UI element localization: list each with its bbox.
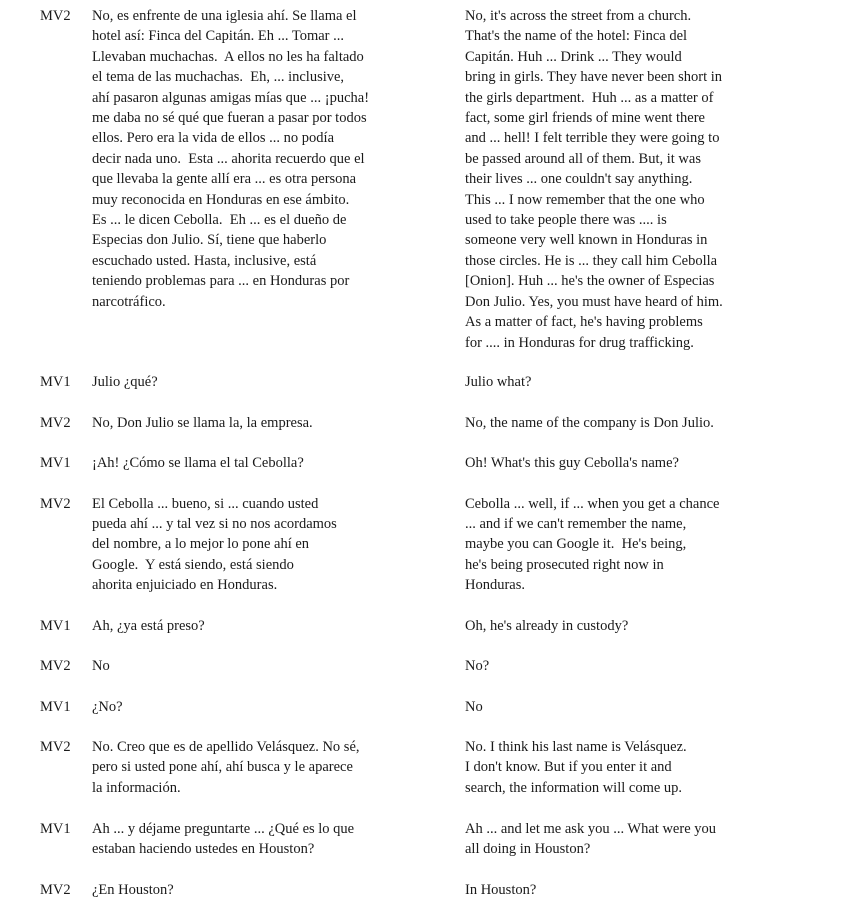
english-text: Cebolla ... well, if ... when you get a chance ... and if we can't remember the name, maybe you can Google it. He's being, he's being prosecuted right now in Honduras. — [465, 495, 720, 594]
speaker-label: MV1 — [40, 617, 71, 634]
speaker-label: MV2 — [40, 881, 71, 898]
english-text: No. I think his last name is Velásquez. I don't know. But if you enter it and search, the information will come up. — [465, 739, 687, 796]
english-text: In Houston? — [465, 881, 537, 898]
turn-row — [0, 453, 851, 494]
spanish-text: ¡Ah! ¿Cómo se llama el tal Cebolla? — [92, 455, 304, 471]
turn-row — [0, 494, 851, 616]
english-text: No — [465, 698, 483, 715]
turn-row — [0, 819, 851, 880]
english-text: Oh! What's this guy Cebolla's name? — [465, 455, 679, 471]
turn-row — [0, 737, 851, 819]
turn-row — [0, 6, 851, 372]
speaker-label: MV2 — [40, 658, 71, 674]
turn-row — [0, 372, 851, 413]
spanish-text: El Cebolla ... bueno, si ... cuando usted pueda ahí ... y tal vez si no nos acordamos del nombre, a lo mejor lo pone ahí en Google. Y está siendo, está siendo ahorita enjuiciado en Honduras. — [92, 495, 337, 594]
english-text: No, the name of the company is Don Julio. — [465, 414, 714, 431]
speaker-label: MV1 — [40, 698, 71, 715]
turn-row — [0, 616, 851, 657]
english-text: No? — [465, 658, 490, 674]
turn-row — [0, 413, 851, 454]
speaker-label: MV2 — [40, 414, 71, 431]
transcript-table — [0, 6, 851, 904]
spanish-text: No — [92, 658, 110, 674]
english-text: Ah ... and let me ask you ... What were you all doing in Houston? — [465, 820, 717, 857]
spanish-text: ¿En Houston? — [92, 881, 174, 898]
speaker-label: MV2 — [40, 495, 71, 512]
english-text: Julio what? — [465, 374, 532, 390]
spanish-text: Ah, ¿ya está preso? — [92, 617, 205, 634]
english-text: Oh, he's already in custody? — [465, 617, 629, 634]
turn-row — [0, 656, 851, 697]
speaker-label: MV2 — [40, 8, 71, 24]
spanish-text: Ah ... y déjame preguntarte ... ¿Qué es lo que estaban haciendo ustedes en Houston? — [92, 820, 355, 857]
turn-row — [0, 880, 851, 904]
spanish-text: No. Creo que es de apellido Velásquez. No sé, pero si usted pone ahí, ahí busca y le aparece la información. — [92, 739, 360, 796]
speaker-label: MV1 — [40, 374, 71, 390]
spanish-text: No, es enfrente de una iglesia ahí. Se llama el hotel así: Finca del Capitán. Eh ... Tomar ... Llevaban muchachas. A ellos no les ha faltado el tema de las muchachas. Eh, ... inclusive, ahí pasaron algunas amigas mías que ... ¡pucha! me daba no sé qué que fueran a pasar por todos ellos. Pero era la vida de ellos ... no podía decir nada uno. Esta ... ahorita recuerdo que el que llevaba la gente allí era ... es otra persona muy reconocida en Honduras en ese ámbito. Es ... le dicen Cebolla. Eh ... es el dueño de Especias don Julio. Sí, tiene que haberlo escuchado usted. Hasta, inclusive, está teniendo problemas para ... en Honduras por narcotráfico. — [92, 8, 370, 310]
spanish-text: Julio ¿qué? — [92, 374, 158, 390]
speaker-label: MV1 — [40, 455, 71, 471]
turn-row — [0, 697, 851, 738]
english-text: No, it's across the street from a church. That's the name of the hotel: Finca del Capitán. Huh ... Drink ... They would bring in girls. They have never been short in the girls department. Huh ... as a matter of fact, some girl friends of mine went there and ... hell! I felt terrible they were going to be passed around all of them. But, it was their lives ... one couldn't say anything. This ... I now remember that the one who used to take people there was .... is someone very well known in Honduras in those circles. He is ... they call him Cebolla [Onion]. Huh ... he's the owner of Especias Don Julio. Yes, you must have heard of him. As a matter of fact, he's having problems for .... in Honduras for drug trafficking. — [465, 8, 723, 351]
spanish-text: ¿No? — [92, 698, 123, 715]
spanish-text: No, Don Julio se llama la, la empresa. — [92, 414, 313, 431]
speaker-label: MV1 — [40, 820, 71, 837]
speaker-label: MV2 — [40, 739, 71, 755]
